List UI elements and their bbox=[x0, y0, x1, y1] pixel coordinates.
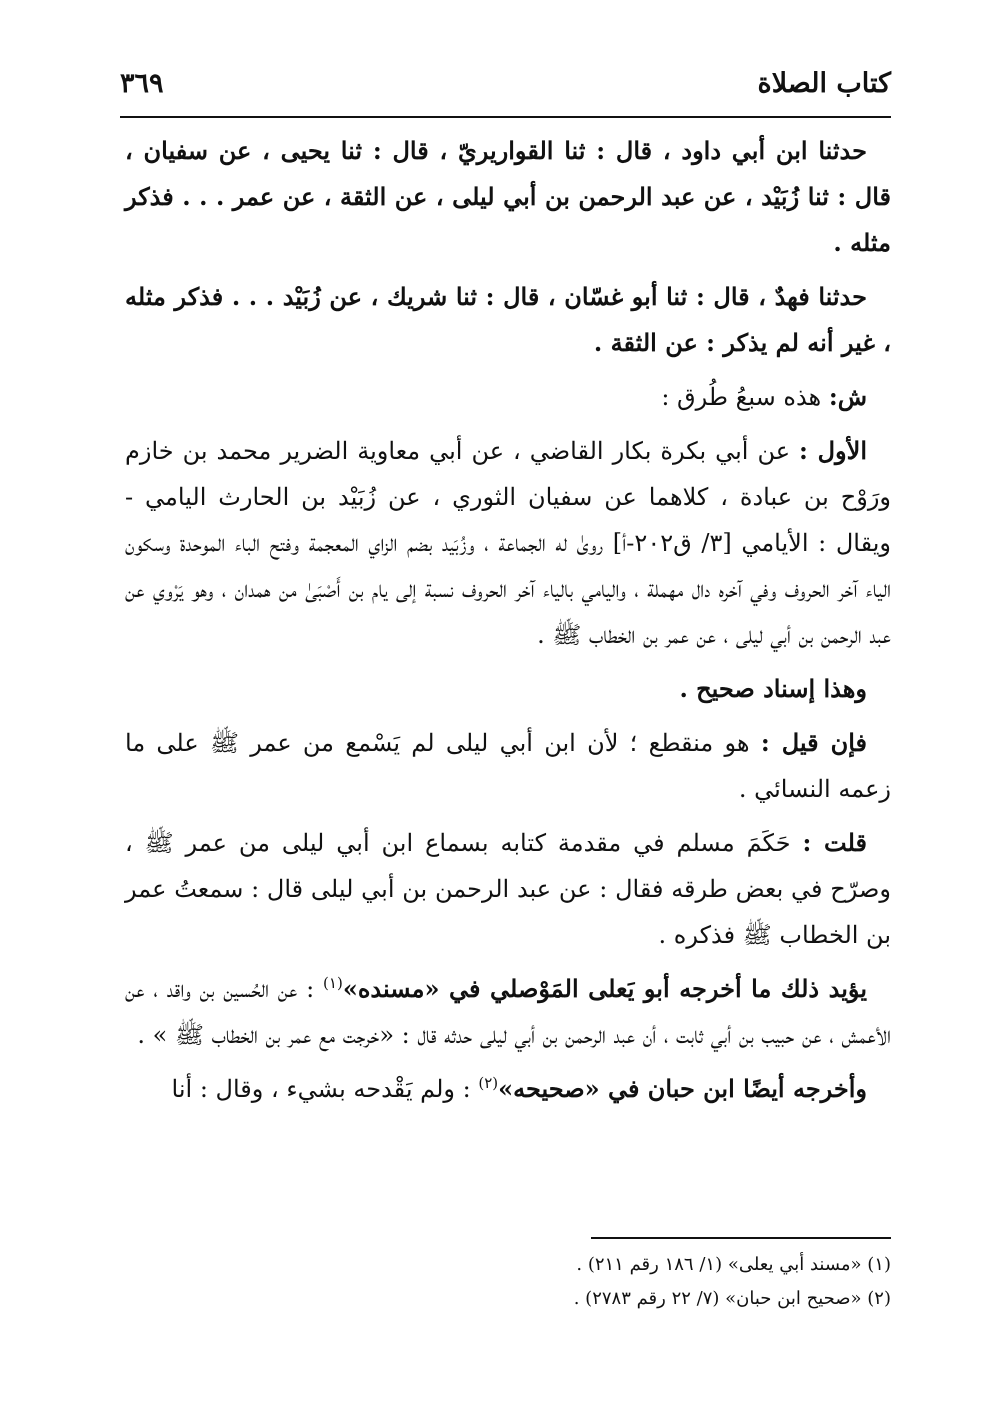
paragraph bbox=[125, 128, 891, 266]
paragraph bbox=[125, 374, 891, 420]
footnote: (٢) «صحيح ابن حبان» (٧/ ٢٢ رقم ٢٧٨٣) . bbox=[573, 1288, 891, 1309]
paragraph-lead: فإن قيل : bbox=[760, 728, 867, 757]
paragraph bbox=[125, 666, 891, 712]
page-header bbox=[120, 60, 891, 110]
header-divider bbox=[120, 116, 891, 118]
paragraph bbox=[125, 966, 891, 1058]
paragraph bbox=[125, 820, 891, 958]
paragraph-text: حدثنا فهدٌ ، قال : ثنا أبو غسّان ، قال : ثنا شريك ، عن زُبَيْد . . . فذكر مثله ، غير أنه لم يذكر : عن الثقة . bbox=[125, 282, 891, 357]
footnote-ref: (٢) bbox=[478, 1074, 499, 1092]
paragraph-text: حدثنا ابن أبي داود ، قال : ثنا القواريريّ ، قال : ثنا يحيى ، عن سفيان ، قال : ثنا زُبَيْد ، عن عبد الرحمن بن أبي ليلى ، عن الثقة ، عن عمر . . . فذكر مثله . bbox=[125, 136, 891, 257]
footnote: (١) «مسند أبي يعلى» (١/ ١٨٦ رقم ٢١١) . bbox=[576, 1254, 891, 1275]
paragraph-lead: وأخرجه أيضًا ابن حبان في «صحيحه» bbox=[498, 1074, 867, 1103]
paragraph-text: : ولم يَقْدحه بشيء ، وقال : أنا bbox=[171, 1075, 479, 1103]
paragraph-text: هو منقطع ؛ لأن ابن أبي ليلى لم يَسْمع من عمر ﷺ على ما زعمه النسائي . bbox=[125, 729, 891, 803]
paragraph-lead: الأول : bbox=[799, 436, 867, 465]
footnote-divider bbox=[591, 1237, 891, 1239]
paragraph-lead: ش: bbox=[828, 382, 867, 411]
paragraph-lead: وهذا إسناد صحيح . bbox=[679, 674, 867, 703]
paragraph-lead: قلت : bbox=[802, 828, 867, 857]
paragraph bbox=[125, 274, 891, 366]
paragraph-text: عن أبي بكرة بكار القاضي ، عن أبي معاوية الضرير محمد بن خازم ورَوْح بن عبادة ، كلاهما عن سفيان الثوري ، عن زُبَيْد بن الحارث اليامي - ويقال : الأيامي [٣/ ق٢٠٢-أ] روىٰ له الجماعة ، وزُبَيد بضم الزاي المعجمة وفتح الباء الموحدة وسكون الياء آخر الحروف وفي آخره دال مهملة ، واليامي بالياء آخر الحروف نسبة إلى يام بن أَصْبَىٰ من همدان ، وهو يَرْوي عن عبد الرحمن بن أبي ليلى ، عن عمر بن الخطاب ﷺ . bbox=[125, 437, 892, 649]
paragraph-lead: يؤيد ذلك ما أخرجه أبو يَعلى المَوْصلي في «مسنده» bbox=[342, 974, 867, 1003]
paragraph-text: هذه سبعُ طُرق : bbox=[661, 383, 829, 411]
footnote-ref: (١) bbox=[323, 974, 343, 992]
paragraph-text: حَكَمَ مسلم في مقدمة كتابه بسماع ابن أبي ليلى من عمر ﷺ ، وصرّح في بعض طرقه فقال : عن عبد الرحمن بن أبي ليلى قال : سمعتُ عمر بن الخطاب ﷺ فذكره . bbox=[125, 829, 891, 949]
paragraph bbox=[125, 1066, 891, 1112]
main-text bbox=[125, 128, 891, 1120]
footnotes bbox=[125, 1248, 891, 1316]
paragraph bbox=[125, 720, 891, 812]
page-number: ٣٦٩ bbox=[120, 68, 164, 99]
book-title: كتاب الصلاة bbox=[757, 68, 891, 99]
paragraph-text: : عن الحُسين بن واقد ، عن الأعمش ، عن حبيب بن أبي ثابت ، أن عبد الرحمن بن أبي ليلى حدثه قال : «خرجت مع عمر بن الخطاب ﷺ » . bbox=[125, 975, 891, 1049]
paragraph bbox=[125, 428, 891, 658]
